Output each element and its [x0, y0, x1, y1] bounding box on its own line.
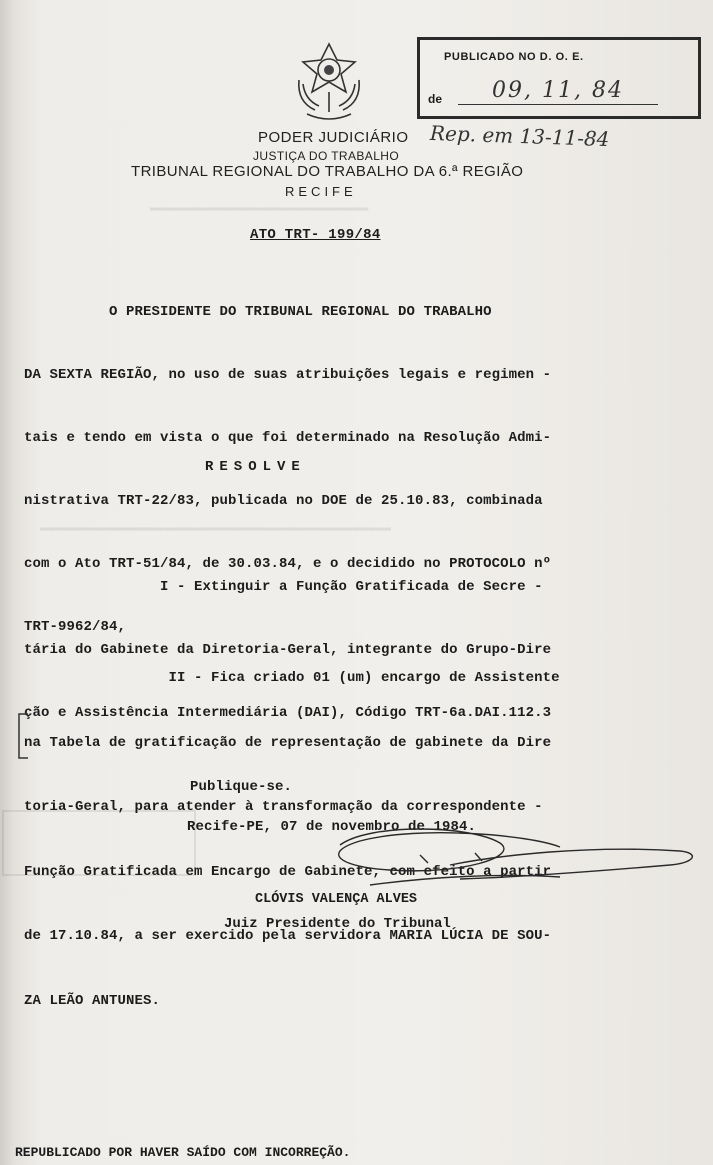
signatory-name: CLÓVIS VALENÇA ALVES [255, 892, 418, 907]
item-one-line: ção e Assistência Intermediária (DAI), Código TRT-6a.DAI.112.3 [24, 705, 552, 721]
header-judiciary: PODER JUDICIÁRIO [258, 129, 409, 146]
place-and-date: Recife-PE, 07 de novembro de 1984. [187, 819, 477, 835]
handwritten-republication-note: Rep. em 13-11-84 [429, 120, 610, 152]
publication-stamp-date: 09, 11, 84 [458, 78, 658, 105]
resolve-heading: RESOLVE [205, 459, 306, 475]
item-two-line: ZA LEÃO ANTUNES. [24, 992, 161, 1009]
preamble-line: TRT-9962/84, [24, 619, 127, 635]
preamble-line: tais e tendo em vista o que foi determinado na Resolução Admi- [24, 430, 552, 446]
bleed-through-text: ▬▬▬▬▬▬▬▬▬▬▬▬▬▬▬▬▬▬▬▬▬▬▬▬▬▬▬▬▬▬▬▬▬▬▬▬▬▬▬▬▬▬▬▬▬ [40, 520, 392, 535]
act-number: ATO TRT- 199/84 [250, 227, 381, 243]
signatory-role: Juiz Presidente do Tribunal [224, 916, 451, 932]
preamble-line: nistrativa TRT-22/83, publicada no DOE de 25.10.83, combinada [24, 493, 543, 509]
republication-footer: REPUBLICADO POR HAVER SAÍDO COM INCORREÇÃO. [15, 1145, 351, 1160]
header-labor-justice: JUSTIÇA DO TRABALHO [253, 149, 400, 163]
item-one-line: I - Extinguir a Função Gratificada de Secre - [24, 579, 543, 595]
item-one-line: tária do Gabinete da Diretoria-Geral, integrante do Grupo-Dire [24, 642, 552, 658]
margin-bracket-mark [16, 712, 30, 760]
publication-stamp-de-label: de [428, 92, 443, 106]
preamble-line: O PRESIDENTE DO TRIBUNAL REGIONAL DO TRABALHO [24, 304, 492, 320]
header-tribunal: TRIBUNAL REGIONAL DO TRABALHO DA 6.ª REGIÃO [131, 163, 524, 180]
publication-stamp-title: PUBLICADO NO D. O. E. [444, 51, 584, 63]
publish-order: Publique-se. [190, 779, 293, 795]
coat-of-arms-icon [293, 40, 365, 122]
preamble-line: DA SEXTA REGIÃO, no uso de suas atribuições legais e regimen - [24, 367, 552, 383]
item-two-line: II - Fica criado 01 (um) encargo de Assistente [24, 670, 560, 686]
item-two-line: na Tabela de gratificação de representação de gabinete da Dire [24, 734, 552, 751]
item-two-line: de 17.10.84, a ser exercido pela servidora MARIA LÚCIA DE SOU- [24, 928, 552, 944]
header-city: RECIFE [285, 184, 357, 199]
publication-stamp [417, 37, 701, 119]
item-two-line: Função Gratificada em Encargo de Gabinete, com efeito a partir [24, 863, 552, 880]
bleed-through-text: ▬▬▬▬▬▬▬▬▬▬▬▬▬▬▬▬▬▬▬▬▬▬▬▬▬▬▬▬ [150, 200, 369, 215]
preamble-line: com o Ato TRT-51/84, de 30.03.84, e o decidido no PROTOCOLO nº [24, 556, 552, 572]
item-two-line: toria-Geral, para atender à transformação da correspondente - [24, 799, 543, 815]
